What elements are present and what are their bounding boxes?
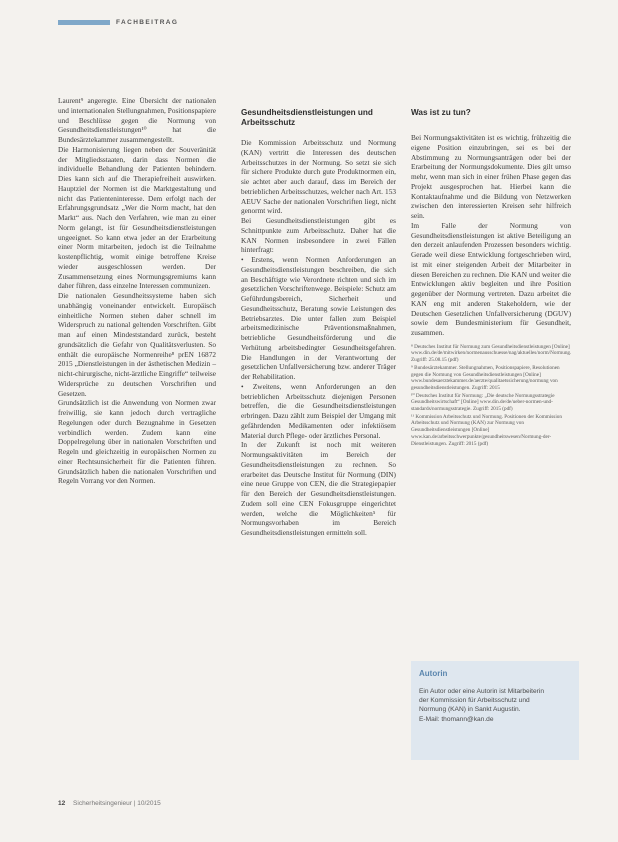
paragraph: Im Falle der Normung von Gesundheitsdienstleistungen ist aktive Beteiligung an den derzeit anlaufenden Prozessen besonders wichtig. Gerade weil diese Entwicklung fortgeschrieben wird, ist mit einer steigenden Arbeit der Mitarbeiter in diesen Bereichen zu rechnen. Die KAN und weiter die Entwicklungen aktiv begleiten und ihre Position gegenüber der Normung vertreten. Dazu arbeitet die KAN eng mit anderen Stakeholdern, wie der Deutschen Gesetzlichen Unfallversicherung (DGUV) sowie dem Bundesministerium für Gesundheit, zusammen. (411, 220, 571, 337)
paragraph: In der Zukunft ist noch mit weiteren Normungsaktivitäten im Bereich der Gesundheitsdienstleistungen zu rechnen. So erarbeitet das Deutsche Institut für Normung (DIN) eine neue Gruppe von CEN, die die Strategiepapier für den Bereich der Gesundheitsdienstleistungen. Zudem soll eine CEN Fokusgruppe eingerichtet werden, welche die Möglichkeiten⁵ für Normungsvorhaben im Bereich Gesundheitsdienstleistungen ermitteln soll. (241, 440, 396, 537)
footnotes (411, 344, 571, 448)
page-number: 12 (58, 800, 66, 807)
footnote: ⁹ Bundesärztekammer. Stellungnahmen, Positionspapiere, Resolutionen gegen die Normung von Gesundheitsdienstleistungen [Online] www.bundesaerztekammer.de/aerzte/qualitaetssicherung/normung von gesundheitsdienstleistungen. Zugriff: 2015 (411, 364, 560, 391)
paragraph: Die Harmonisierung liegen neben der Souveränität der Mitgliedsstaaten, darin dass Normen die individuelle Behandlung der Patienten behindern. Dies kann sich auf die Therapiefreiheit auswirken. Hauptziel der Normen ist die Marktgestaltung und nicht das Patienteninteresse. Dem erfolgt nach der Erfahrungsgrundsatz „Wer die Norm macht, hat den Markt“ aus. Nach den Verfahren, wie man zu einer Norm gelangt, ist für Gesundheitsdienstleistungen ungeeignet. So kann etwa jeder an der Erarbeitung einer Norm mitarbeiten, jedoch ist die Teilnahme kostenpflichtig, womit einige betroffene Kreise wieder ausgeschlossen werden. Der Zusammensetzung eines Normungsgremiums kann daher führen, dass einzelne Interessen communizen. (58, 144, 216, 291)
footnote: ⁸ Deutsches Institut für Normung zum Gesundheitsdienstleistungen [Online] www.din.de/de/mitwirken/normenausschuesse/nag/aktuelles/norm/Normung. Zugriff: 25.08.15 (pdf) (411, 343, 572, 364)
section-heading: Gesundheitsdienstleistungen und Arbeitsschutz (241, 108, 373, 127)
author-box (411, 661, 579, 760)
footnote: ¹¹ Kommission Arbeitsschutz und Normung. Positionen der Kommission Arbeitsschutz und Normung (KAN) zur Normung von Gesundheitsdienstleistungen [Online] www.kan.de/arbeitsschwerpunkte/gesundheitswesen/Normung-der-Dienstleistungen. Zugriff: 2015 (pdf) (411, 413, 562, 447)
paragraph: Bei Gesundheitsdienstleistungen gibt es Schnittpunkte zum Arbeitsschutz. Daher hat die KAN Normen insbesondere in zwei Fällen hinterfragt: (241, 216, 396, 255)
paragraph: • Zweitens, wenn Anforderungen an den betrieblichen Arbeitsschutz diejenigen Personen betreffen, die die Gesundheitsdienstleistungen erbringen. Dazu zählt zum Beispiel der Umgang mit gefährdenden Medikamenten oder infektiösem Material durch Pflege- oder ärztliches Personal. (241, 381, 396, 440)
text-column-2 (241, 96, 396, 538)
magazine-name: Sicherheitsingenieur | 10/2015 (73, 800, 161, 807)
paragraph: Bei Normungsaktivitäten ist es wichtig, frühzeitig die eigene Position einzubringen, sei es bei der Abstimmung zu Normungsanträgen oder bei der Erarbeitung der Normungsdokumente. Dies gilt umso mehr, wenn man sich in einer frühen Phase gegen das Projekt ausgesprochen hat. Hierbei kann die Kontaktaufnahme und die Bildung von Netzwerken zwischen den interessierten Kreisen sehr hilfreich sein. (411, 133, 571, 220)
paragraph: • Erstens, wenn Normen Anforderungen an Gesundheitsdienstleistungen beschreiben, die sich an Beschäftigte wie Verordnete richten und sich im gesetzlichen Vorschriftenwege. Beispiele: Schutz am Geführdungsbereich, Sicherheit und Gesundheitsschutz, Beratung sowie Leistungen des Betriebsarztes. Die unter fallen zum Beispiel arbeitsmedizinische Präventionsmaßnahmen, betriebliche Gesundheitsförderung und die Verhütung arbeitsbedingter Gesundheitsgefahren. Die Handlungen in der Verantwortung der gesetzlichen Unfallversicherung bzw. anderer Träger der Rehabilitation. (241, 255, 396, 381)
section-heading: Was ist zu tun? (411, 108, 471, 117)
author-line: Normung (KAN) in Sankt Augustin. (419, 706, 521, 714)
text-column-1 (58, 96, 216, 486)
author-line: der Kommission für Arbeitsschutz und (419, 697, 530, 705)
footnote: ¹⁰ Deutsches Institut für Normung: „Die deutsche Normungsstrategie Gesundheitswirtschaft“ [Online] www.din.de/de/ueber-normen-und-standards/normungsstrategie. Zugriff: 2015 (pdf) (411, 392, 555, 413)
section-label: FACHBEITRAG (116, 18, 179, 26)
author-box-text (419, 687, 571, 724)
paragraph: Die Kommission Arbeitsschutz und Normung (KAN) vertritt die Interessen des deutschen Arbeitsschutzes in der Normung. So setzt sie sich für sichere Produkte durch gute Produktnormen ein, sie achtet aber auch darauf, dass im Bereich der betrieblichen Arbeitsschutzes, welcher nach Art. 153 AEUV Sache der nationalen Vorschriften liegt, nicht genormt wird. (241, 138, 396, 216)
author-box-title: Autorin (419, 669, 448, 678)
text-column-3 (411, 96, 571, 448)
section-header (58, 17, 178, 27)
author-email[interactable]: E-Mail: thomann@kan.de (419, 715, 494, 723)
paragraph: Die nationalen Gesundheitssysteme haben sich unabhängig voneinander entwickelt. Europäisch einheitliche Normen stehen daher schnell im Widerspruch zu national geltenden Vorschriften. Gibt man auf einen Mindeststandard zurück, besteht grundsätzlich die Gefahr von Qualitätsverlusten. So enthält die europäische Normenreihe⁸ prEN 16872 2015 „Dienstleistungen in der ästhetischen Medizin – nicht-chirurgische, nicht-ärztliche Eingriffe“ teilweise Widersprüche zu deutschen Vorschriften und Gesetzen. (58, 291, 216, 398)
header-accent-bar (58, 20, 110, 25)
paragraph: Grundsätzlich ist die Anwendung von Normen zwar freiwillig, sie kann jedoch durch vertragliche Regelungen oder durch Bezugnahme in Gesetzen verbindlich werden. Zudem kann eine Doppelregelung über in nationalen Vorschriften und Regeln und gleichzeitig in europäischen Normen zu einer Rechtsunsicherheit für die Patienten führen. Grundsätzlich haben die nationalen Vorschriften und Regeln Vorrang vor den Normen. (58, 398, 216, 486)
paragraph: Laurent⁹ angeregte. Eine Übersicht der nationalen und internationalen Stellungnahmen, Positionspapiere und Beschlüsse gegen die Normung von Gesundheitsdienstleistungen¹⁰ hat die Bundesärztekammer zusammengestellt. (58, 96, 216, 144)
page-footer (58, 800, 161, 807)
author-line: Ein Autor oder eine Autorin ist Mitarbeiterin (419, 688, 544, 695)
